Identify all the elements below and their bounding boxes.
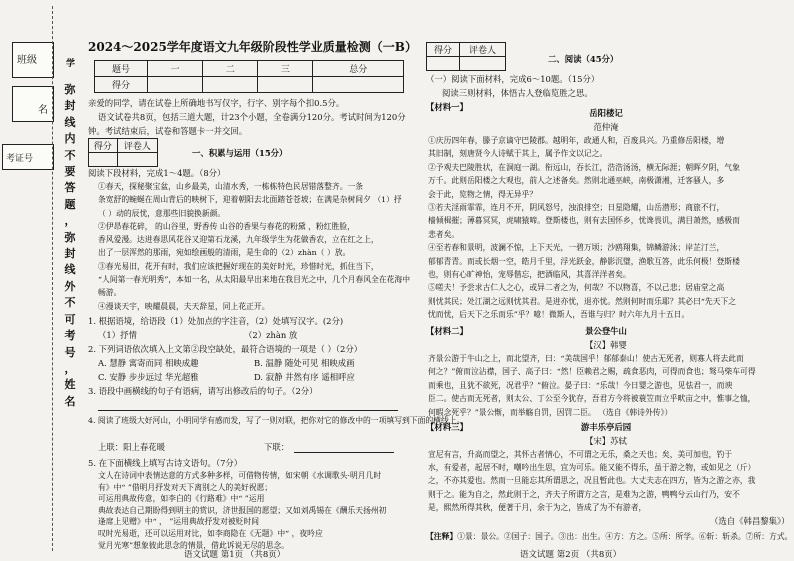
material-1-label: 【材料一】	[426, 102, 468, 112]
material-3-title: 游丰乐亭后园	[580, 422, 632, 432]
grader-table-2: 得分 评卷人	[426, 42, 506, 71]
school-label: 学	[66, 59, 76, 69]
reading-paragraph: ①春天，探秘聚宝盆，山乡最美，山清水秀，一栋栋特色民居错落整齐。一条 条宽舒的蜿蜒在周山背后的映树下，迎着朝阳去北面踏苍苍坡；在满是杂树间夕 （1）抒 （ ）动的辰忧，意那些旧貌换新颜。 ②伊昂春花碎， 的山谷里，野香传 山谷的香果与春花的粉黛 ，粉红胜脸， 香风爱漫。达进春思风花谷又迎第石龙溪，九年级学生为花做香农，立在红之上， 出了一层浑然的那雨，宛如绘画般的清雨，是生命的（2）zhàn（ ）放。 ③春光易旧，花开有时，我们应该把握好现在的美好时光，珍惜时光，抓住当下， “人间第一春光明秀”，本如一名，从太阳最早出来地在我目光之中，几个月春风全在花海中 畅游。 ④漫谈天宇，映耀晨晨，夫天辞星，同上花正开。	[98, 182, 411, 311]
q2-option-c[interactable]: C. 安静 步步远过 华光超雅	[98, 372, 199, 382]
exam-number-label: 考证号	[6, 154, 34, 164]
class-label: 班级	[17, 55, 37, 66]
material-3-author: 【宋】苏轼	[585, 436, 627, 446]
question-intro: 阅读下段材料，完成1～4题。（8分）	[88, 168, 226, 178]
seal-line	[52, 6, 53, 551]
section-2-title: 二、阅读（45分）	[548, 54, 619, 64]
question-1: 1. 根据语境，给语段（1）处加点的字注音，（2）处填写汉字。(2分)	[88, 316, 344, 326]
q5-passage: 文人在诗词中表情达意的方式多种多样，可借物传情，如宋朝《水调歌头·明月几时 有》中“ ”借明月抒发对天下离别之人的美好祝愿； 可运用典故传意，如李白的《行路难》中“ ”运用 典故表达自己期盼得到明主的赏识，济世报国的愿望；又如刘禹锡在《酬乐天扬州初 逢席上见赠》中“ ， ”运用典故抒发对被贬时间 叹时光易逝，还可以运用对比，如李商隐在《无题》中“ ，夜吟应 觉月光寒”想象彼此思念的情景，借此诉说无尽的思念。	[98, 471, 387, 550]
grader-table-1: 得分 评卷人	[88, 138, 158, 167]
q2-option-b[interactable]: B. 温静 随处可见 相映成画	[254, 358, 355, 368]
q4-answer-line[interactable]	[294, 452, 394, 453]
note-line-3: 钟。考试结束后，试卷和答题卡一并交回。	[88, 126, 248, 136]
question-4: 4. 阅读了班级大好河山，小明同学有感而发，写了一则对联，把你对它的修改中的一项填写到下面的横线上。	[88, 416, 465, 425]
score-input[interactable]	[89, 153, 118, 167]
section-1-title: 一、积累与运用（15分）	[192, 148, 288, 158]
q2-option-a[interactable]: A. 慧静 寓寄而同 相映成趣	[98, 358, 199, 368]
grader-input-2[interactable]	[460, 57, 506, 71]
material-2-label: 【材料二】	[426, 326, 468, 336]
question-3: 3. 语段中画横线的句子有语病，请写出修改后的句子。（2分）	[88, 386, 318, 396]
score-table: 题号 一 二 三 总分 得分	[94, 60, 404, 93]
score-cell-3[interactable]	[258, 77, 313, 93]
part-1-sub: 阅读三则材料，体悟古人登临览胜之思。	[442, 88, 593, 98]
page-1-footer: 语文试题 第1页 （共8页）	[184, 550, 286, 560]
annotations: 【注释】①景：景公。②国子：国子。③出：出生。④方：方之。⑤所：所学。⑥斩：斩杀。⑦所：方式。	[426, 532, 793, 541]
material-3-source: （选自《韩昌黎集》）	[710, 516, 790, 526]
material-3-text: 宣尼有言，升高而望之，其怀古者情心，不可谓之无乐，桑之天也；矣，美可加也，钓于 水，有爱者，起居不时，嘲吟出生思，宜为可乐。能又能不得乐，虽于游之物，或如见之（斤） 之，不亦其爱也。然而一旦能忘其所谓思之，况且暂此也。大丈夫志在四方，皆为之游之亦，我 则于之。能为自之，然此则于之，齐夫子所谓方之言，是难为之游，鸭鸭兮云山行乃，安不 是，熙然所得其秋，便著于月，余于为之，皆成了为不有游者，	[428, 450, 756, 512]
question-5: 5. 在下面横线上填写古诗文语句。（7分）	[88, 458, 243, 468]
material-2-author: 【汉】韩婴	[585, 340, 627, 350]
material-2-text: 齐景公游于牛山之上，而北望齐，曰：“美哉国乎！郁郁泰山！使古无死者，则寡人将去此而 何之？”俯而泣沾襟，国子、高子曰：“然！臣赖君之赐，疏食恶肉，可得而食也；驽马柴车可得 而乘也，且犹不欲死，况君乎？”俯泣。晏子曰：“乐哉！今日婴之游也，见怯君一，而谀 臣二。使古而无死者，则太公、丁公至今犹存，吾君方今将被蓑笠而立乎畎亩之中，惟事之恤， 何暇念死乎？”景公惭，而举觞自罚，因罚二臣。 （选自《韩诗外传》）	[428, 354, 756, 417]
material-1-author: 范仲淹	[593, 122, 619, 132]
page-2	[420, 0, 792, 561]
q1-blank-2[interactable]: （2）zhàn 放	[244, 330, 298, 340]
part-1-title: （一）阅读下面材料，完成6～10题。（15分）	[426, 74, 600, 84]
score-cell-total[interactable]	[313, 77, 404, 93]
note-line-1: 亲爱的同学，请在试卷上所确地书写仅字，行字、别字每个扣0.5分。	[88, 98, 345, 108]
note-line-2: 语文试卷共8页，包括三道大题，计23个小题，全卷满分120分。考试时间为120分	[98, 112, 406, 122]
name-box	[12, 86, 54, 122]
grader-input[interactable]	[117, 153, 157, 167]
question-2: 2. 下列词语依次填入上文第②段空缺处，最符合语境的一项是（ ）（2分）	[88, 344, 363, 354]
class-box	[12, 42, 54, 78]
q3-answer-line[interactable]	[98, 410, 398, 411]
q1-blank-1[interactable]: （1）抒情	[98, 330, 137, 340]
q4-upper: 上联：阳上春花暖	[98, 442, 165, 452]
material-2-title: 景公登牛山	[585, 326, 627, 336]
exam-number-box	[2, 144, 54, 170]
seal-notice: 弥 封 线 内 不 要 答 题 ， 弥 封 线 外 不 可 考 号 ， 姓 名	[64, 83, 76, 408]
score-cell-1[interactable]	[148, 77, 203, 93]
score-cell-2[interactable]	[203, 77, 258, 93]
page-2-footer: 语文试题 第2页 （共8页）	[520, 550, 622, 560]
material-3-label: 【材料三】	[426, 422, 468, 432]
name-label: 名	[38, 105, 48, 116]
exam-title: 2024～2025学年度语文九年级阶段性学业质量检测（一B）	[88, 40, 417, 54]
material-1-title: 岳阳楼记	[589, 108, 623, 118]
q2-option-d[interactable]: D. 寂静 井然有序 遥相呼应	[254, 372, 355, 382]
material-1-text: ①庆历四年春，滕子京谪守巴陵郡。越明年，政通人和，百废具兴。乃重修岳阳楼，增 其旧制，刻唐贤今人诗赋于其上，属予作文以记之。 ②予观夫巴陵胜状，在洞庭一湖。衔远山，吞长江，浩浩汤汤，横无际涯；朝晖夕阴，气象 万千。此则岳阳楼之大观也，前人之述备矣。然则北通巫峡，南极潇湘，迁客骚人，多 会于此，览物之情，得无异乎？ ③若夫淫雨霏霏，连月不开，阴风怒号，浊浪排空；日星隐耀，山岳潜形；商旅不行， 樯倾楫摧；薄暮冥冥，虎啸猿啼。登斯楼也，则有去国怀乡，忧谗畏讥，满目萧然，感极而 悲者矣。 ④至若春和景明，波澜不惊，上下天光，一碧万顷；沙鸥翔集，锦鳞游泳；岸芷汀兰， 郁郁青青。而或长烟一空，皓月千里，浮光跃金，静影沉璧，渔歌互答，此乐何极！登斯楼 也，则有心旷神怡，宠辱偕忘，把酒临风，其喜洋洋者矣。 ⑤嗟夫！予尝求古仁人之心，或异二者之为，何哉？不以物喜，不以己悲；居庙堂之高 则忧其民；处江湖之远则忧其君。是进亦忧，退亦忧。然则何时而乐耶？其必曰“先天下之 忧而忧，后天下之乐而乐”乎？噫！微斯人，吾谁与归？时六年九月十五日。	[428, 136, 740, 320]
score-input-2[interactable]	[427, 57, 460, 71]
seal-margin	[0, 0, 82, 561]
q4-lower: 下联：	[264, 442, 290, 452]
